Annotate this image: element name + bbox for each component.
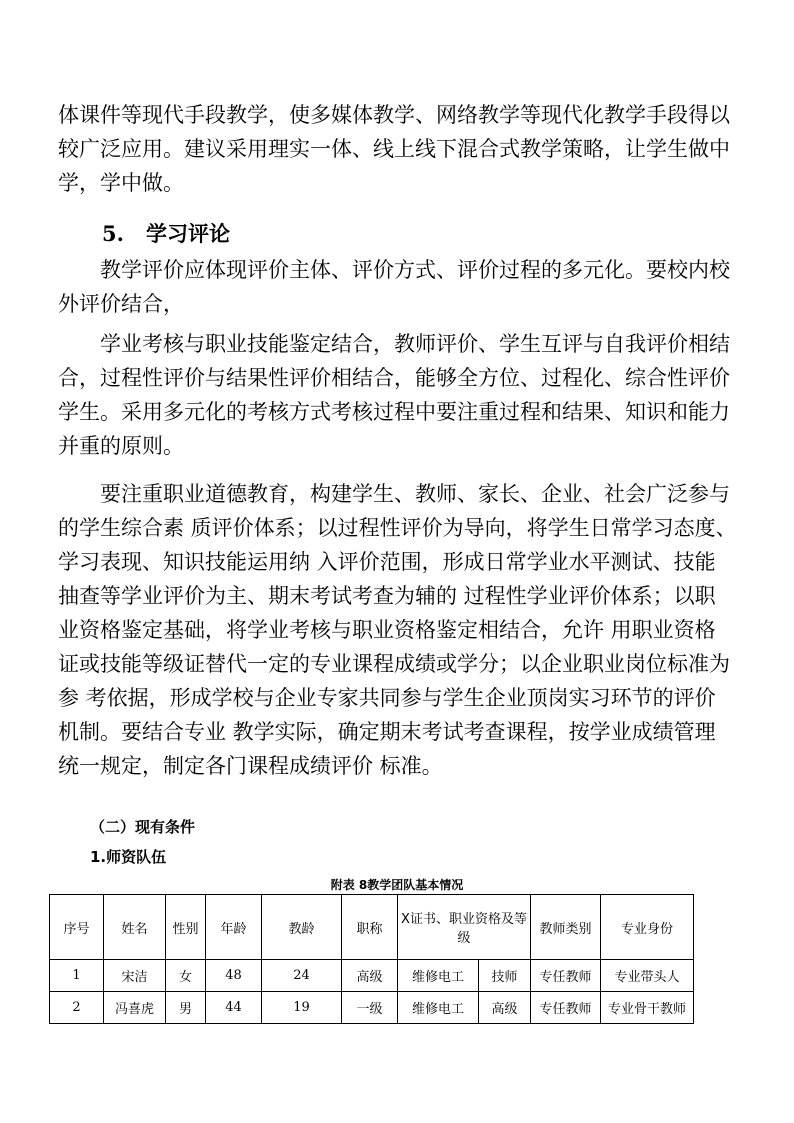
table-cell: 维修电工 (398, 960, 479, 992)
table-cell: 女 (166, 960, 206, 992)
table-cell: 男 (166, 992, 206, 1024)
header-cell: X证书、职业资格及等级 (398, 895, 531, 960)
text-line: 外评价结合， (58, 292, 184, 316)
text-line: 体课件等现代手段教学，使多媒体教学、网络教学等现代化教学手段得以 (58, 103, 730, 127)
table-cell: 技师 (479, 960, 531, 992)
header-cell: 年龄 (206, 895, 262, 960)
header-cell: 专业身份 (601, 895, 694, 960)
header-cell: 性别 (166, 895, 206, 960)
text-line: 抽查等学业评价为主、期末考试考查为辅的 过程性学业评价体系；以职 (58, 584, 716, 608)
text-line: 学生。采用多元化的考核方式考核过程中要注重过程和结果、知识和能力 (58, 400, 730, 424)
table-cell: 专任教师 (531, 992, 601, 1024)
text-line: 学业考核与职业技能鉴定结合，教师评价、学生互评与自我评价相结 (58, 332, 730, 356)
table-cell: 19 (262, 992, 342, 1024)
text-line: 较广泛应用。建议采用理实一体、线上线下混合式教学策略，让学生做中 (58, 137, 730, 161)
table-cell: 1 (50, 960, 104, 992)
header-cell: 职称 (342, 895, 398, 960)
section-heading-learning-evaluation (102, 219, 230, 249)
heading-text: 学习评论 (146, 221, 230, 246)
text-line: 统一规定，制定各门课程成绩评价 标准。 (58, 754, 443, 778)
header-cell: 序号 (50, 895, 104, 960)
header-cell: 教师类别 (531, 895, 601, 960)
paragraph-assessment-combination (58, 327, 742, 463)
paragraph-evaluation-intro (58, 253, 742, 321)
paragraph-vocational-ethics (58, 477, 742, 783)
text-line: 业资格鉴定基础，将学业考核与职业资格鉴定相结合，允许 用职业资格 (58, 618, 716, 642)
table-caption: 附表 8教学团队基本情况 (330, 878, 464, 892)
table-cell: 48 (206, 960, 262, 992)
table-cell: 24 (262, 960, 342, 992)
text-line: 合，过程性评价与结果性评价相结合，能够全方位、过程化、综合性评价 (58, 366, 730, 390)
heading-number: 5. (102, 221, 124, 246)
text-line: 的学生综合素 质评价体系；以过程性评价为导向，将学生日常学习态度、 (58, 516, 737, 540)
subsection-title-faculty: 1.师资队伍 (90, 848, 167, 866)
text-line: 学，学中做。 (58, 171, 184, 195)
paragraph-teaching-methods (58, 98, 742, 200)
table-cell: 宋洁 (104, 960, 166, 992)
table-cell: 维修电工 (398, 992, 479, 1024)
table-header-row (50, 895, 694, 960)
table-cell: 专任教师 (531, 960, 601, 992)
text-line: 证或技能等级证替代一定的专业课程成绩或学分；以企业职业岗位标准为 (58, 652, 730, 676)
table-cell: 44 (206, 992, 262, 1024)
header-cell: 姓名 (104, 895, 166, 960)
text-line: 要注重职业道德教育，构建学生、教师、家长、企业、社会广泛参与 (58, 482, 730, 506)
table-row (50, 992, 694, 1024)
table-cell: 2 (50, 992, 104, 1024)
text-line: 参 考依据，形成学校与企业专家共同参与学生企业顶岗实习环节的评价 (58, 686, 716, 710)
table-cell: 专业带头人 (601, 960, 694, 992)
table-cell: 冯喜虎 (104, 992, 166, 1024)
text-line: 并重的原则。 (58, 434, 184, 458)
table-cell: 高级 (479, 992, 531, 1024)
table-cell: 一级 (342, 992, 398, 1024)
text-line: 教学评价应体现评价主体、评价方式、评价过程的多元化。要校内校 (58, 258, 730, 282)
text-line: 机制。要结合专业 教学实际，确定期末考试考查课程，按学业成绩管理 (58, 720, 716, 744)
table-cell: 高级 (342, 960, 398, 992)
table-row (50, 960, 694, 992)
teaching-team-table (49, 894, 694, 1024)
section-title-existing-conditions: （二）现有条件 (90, 818, 196, 836)
table-cell: 专业骨干教师 (601, 992, 694, 1024)
header-cell: 教龄 (262, 895, 342, 960)
text-line: 学习表现、知识技能运用纳 入评价范围，形成日常学业水平测试、技能 (58, 550, 716, 574)
